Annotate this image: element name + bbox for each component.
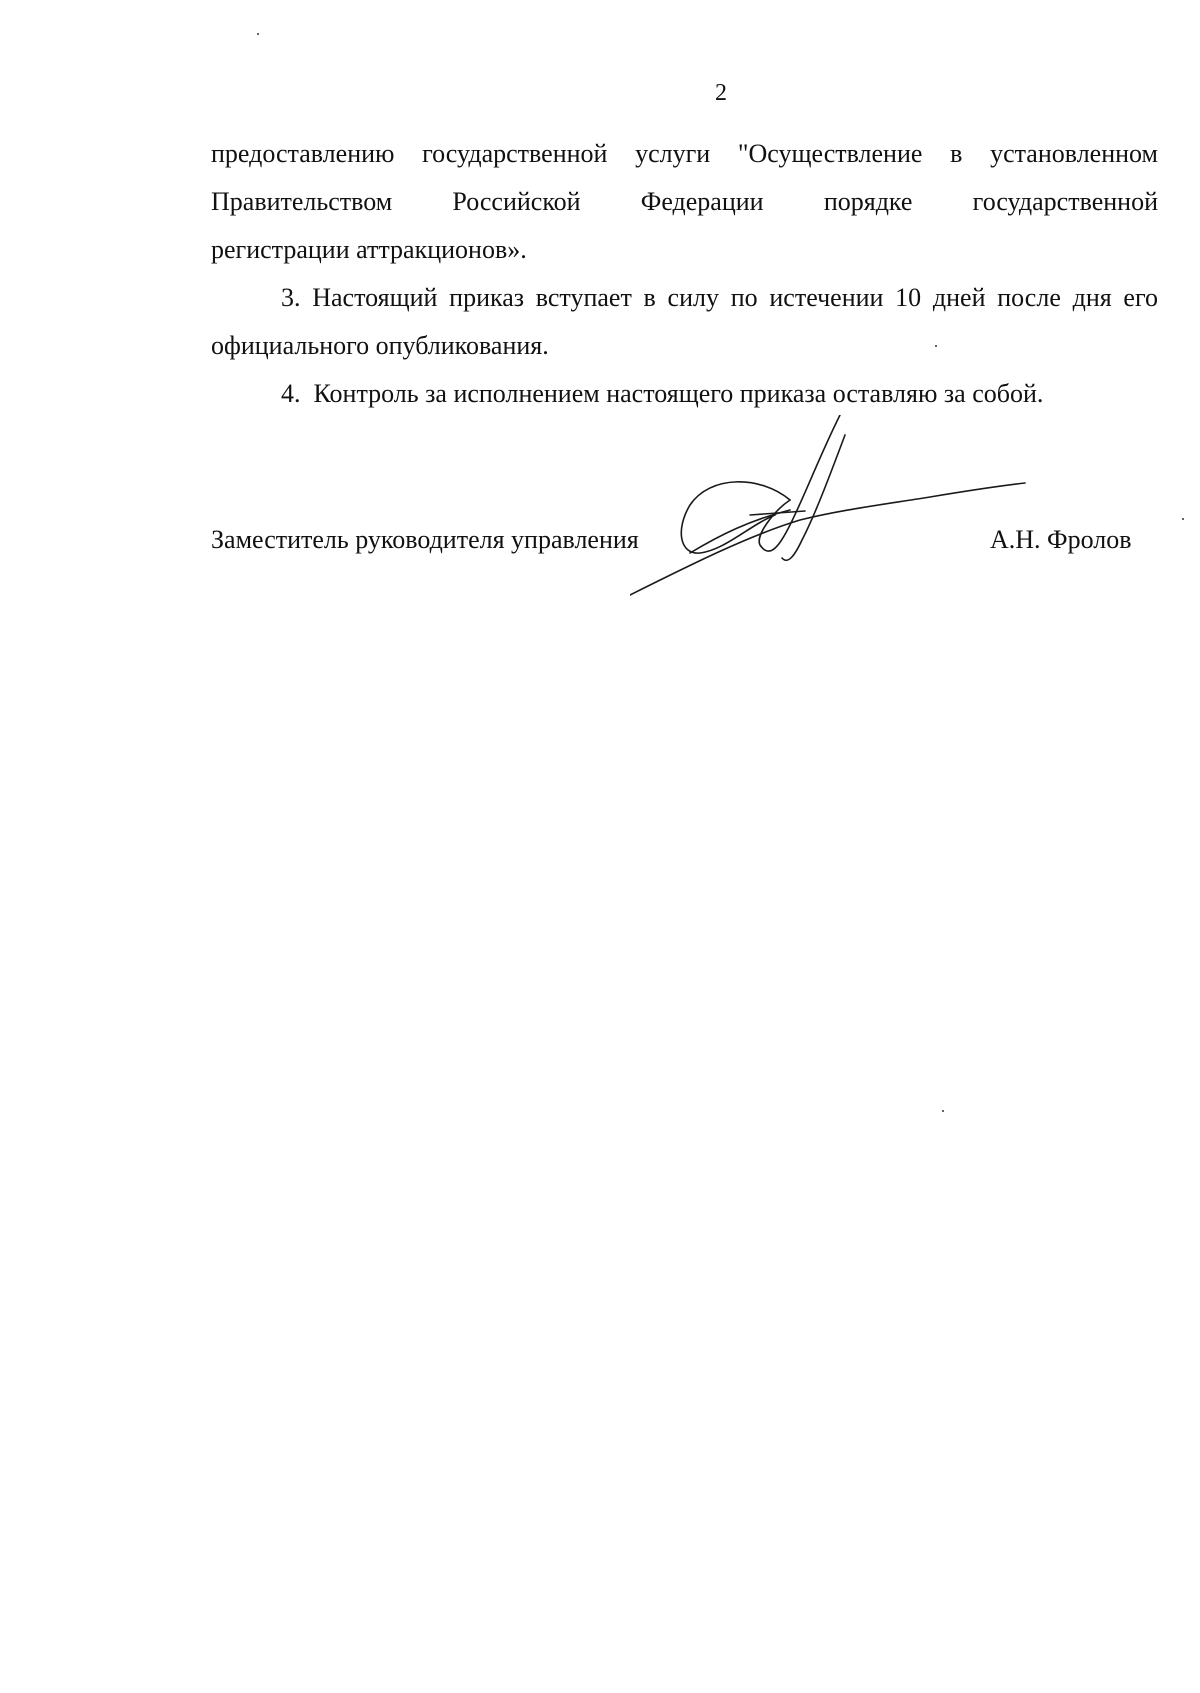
handwritten-signature (630, 415, 1030, 655)
continuation-line-2: Правительством Российской Федерации порядке государственной (211, 187, 1158, 216)
scan-speck (1182, 518, 1184, 520)
signatory-position: Заместитель руководителя управления (211, 525, 639, 554)
scan-speck (942, 1110, 944, 1112)
paragraph-effective-date: 3. Настоящий приказ вступает в силу по истечении 10 дней после дня его официального опубликования. (211, 283, 1158, 360)
continuation-line-3: регистрации аттракционов». (211, 235, 527, 264)
signatory-name: А.Н. Фролов (990, 525, 1132, 554)
scan-speck (935, 345, 937, 347)
paragraph-control: 4. Контроль за исполнением настоящего приказа оставляю за собой. (281, 379, 1044, 408)
scan-speck (257, 33, 259, 35)
page-number: 2 (715, 80, 727, 106)
continuation-line-1: предоставлению государственной услуги "Осуществление в установленном (211, 139, 1158, 168)
